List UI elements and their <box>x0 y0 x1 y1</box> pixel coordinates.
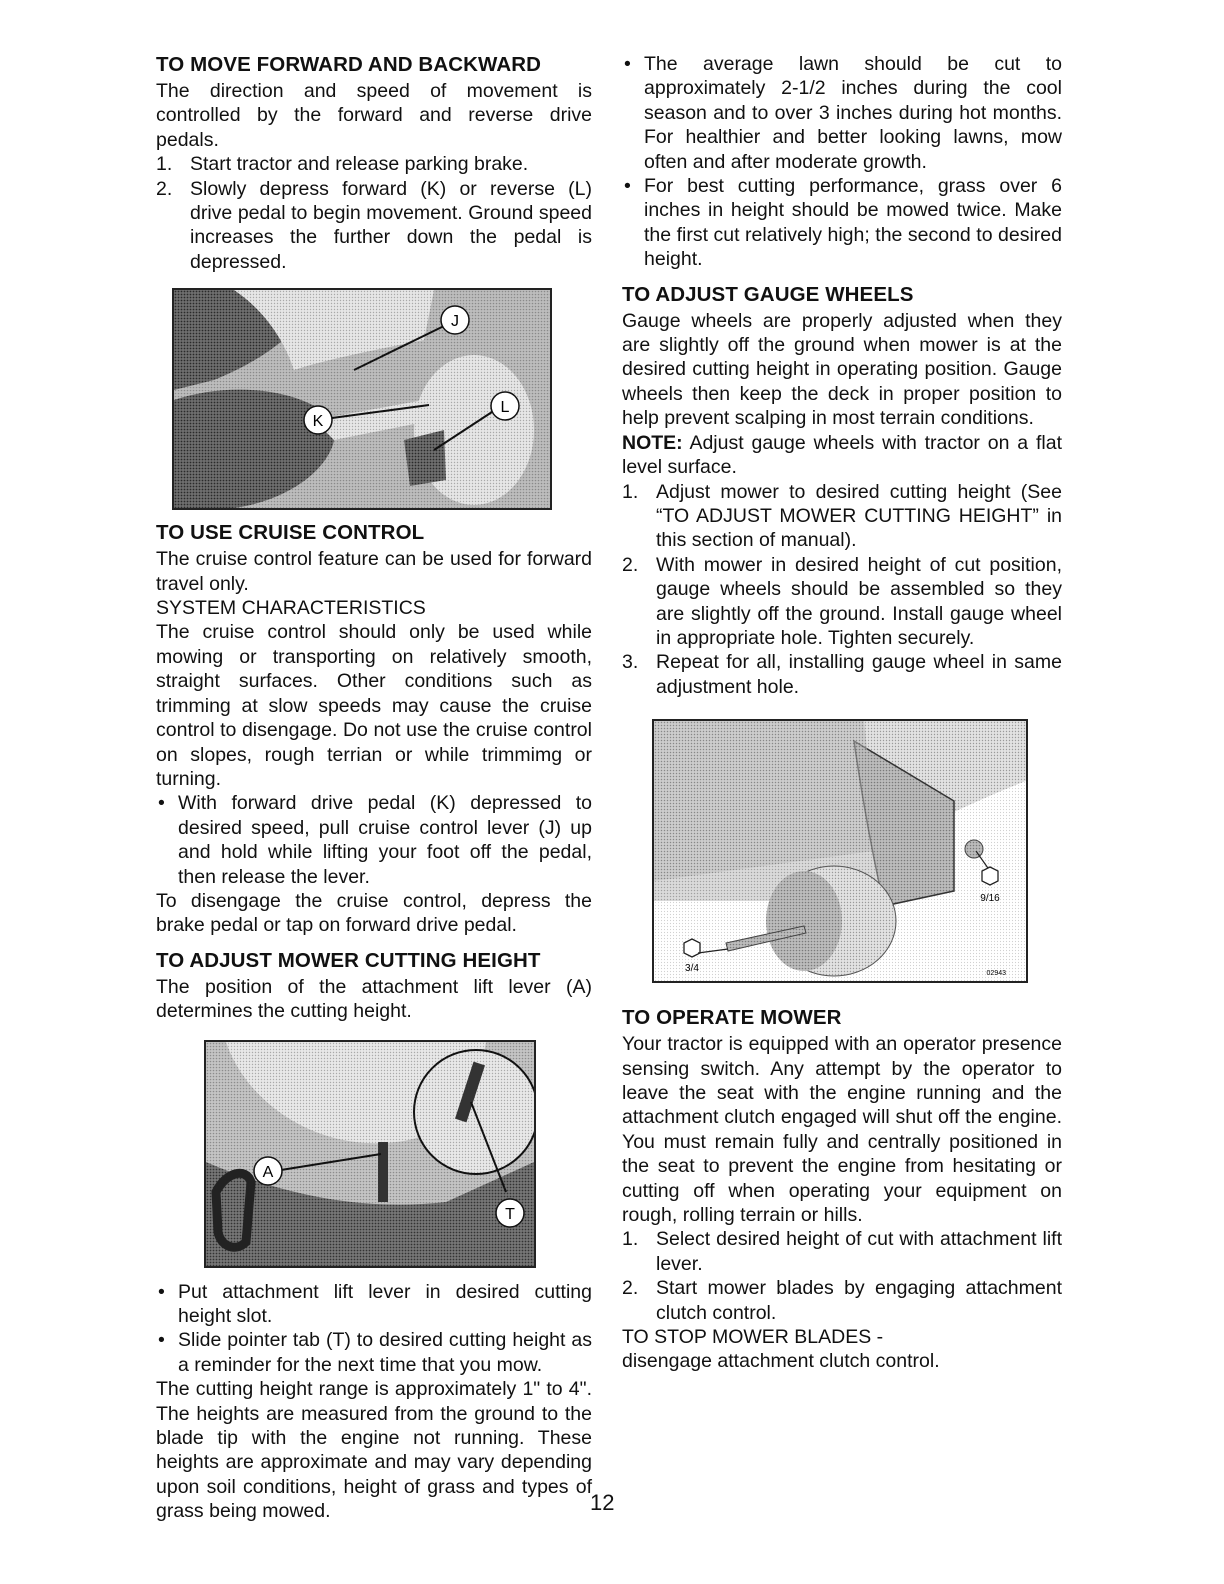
mowing-tips <box>622 52 1062 272</box>
note-text: Adjust gauge wheels with tractor on a flat level surface. <box>622 431 1062 479</box>
bullet-dot: • <box>624 175 631 198</box>
bullet-text: For best cutting performance, grass over 6 inches in height should be mowed twice. Make the first cut relatively high; the second to desired height. <box>644 175 1062 271</box>
cruise-subheading: SYSTEM CHARACTERISTICS <box>156 597 426 620</box>
lift-lever-figure <box>204 1040 536 1268</box>
step-number: 1. <box>156 153 173 176</box>
height-intro: The position of the attachment lift lever (A) determines the cutting height. <box>156 975 592 1023</box>
move-step-2 <box>156 177 592 275</box>
gauge-wheel-illustration <box>654 721 1026 981</box>
move-step-1 <box>156 152 592 176</box>
label-l: L <box>500 399 510 417</box>
cruise-disengage: To disengage the cruise control, depress the brake pedal or tap on forward drive pedal. <box>156 889 592 937</box>
move-heading: TO MOVE FORWARD AND BACKWARD <box>156 53 542 76</box>
wrench-size-3-4: 3/4 <box>685 963 699 975</box>
gauge-heading: TO ADJUST GAUGE WHEELS <box>622 282 914 306</box>
operate-intro: Your tractor is equipped with an operator presence sensing switch. Any attempt by the operator to leave the seat with the engine running and the attachment clutch engaged will shut off the engine. You must remain fully and centrally positioned in the seat to prevent the engine from hesitating or cutting off when operating your equipment on rough, rolling terrain or hills. <box>622 1033 1062 1226</box>
tip-1 <box>622 52 1062 174</box>
bullet-dot: • <box>158 792 165 815</box>
operate-step-1 <box>622 1227 1062 1276</box>
step-number: 1. <box>622 1228 639 1251</box>
lift-lever-illustration <box>206 1042 534 1266</box>
gauge-step-3 <box>622 650 1062 699</box>
step-number: 1. <box>622 480 639 503</box>
operate-steps <box>622 1227 1062 1325</box>
cruise-body: The cruise control should only be used while mowing or transporting on relatively smooth, straight surfaces. Other conditions such as trimming at slow speeds may cause the cruise control to disengage. Do not use the cruise control on slopes, rough terrian or while trimmimg or turning. <box>156 621 592 790</box>
operate-step-2 <box>622 1276 1062 1325</box>
label-a: A <box>262 1163 274 1181</box>
figure-code: 02943 <box>986 970 1006 978</box>
bullet-dot: • <box>158 1329 165 1352</box>
move-intro: The direction and speed of movement is controlled by the forward and reverse drive pedals. <box>156 80 592 151</box>
bullet-text: Slide pointer tab (T) to desired cutting height as a reminder for the next time that you mow. <box>178 1329 592 1376</box>
gauge-note <box>622 431 1062 480</box>
step-text: Start tractor and release parking brake. <box>190 153 529 176</box>
step-text: Adjust mower to desired cutting height (See “TO ADJUST MOWER CUTTING HEIGHT” in this section of manual). <box>656 480 1062 552</box>
page-number: 12 <box>590 1490 615 1515</box>
height-heading: TO ADJUST MOWER CUTTING HEIGHT <box>156 948 541 972</box>
step-text: With mower in desired height of cut position, gauge wheels should be assembled so they are slightly off the ground. Install gauge wheel in appropriate hole. Tighten securely. <box>656 553 1062 649</box>
step-text: Start mower blades by engaging attachment clutch control. <box>656 1277 1062 1324</box>
gauge-step-1 <box>622 480 1062 553</box>
height-bullet-1 <box>156 1280 592 1329</box>
stop-text: disengage attachment clutch control. <box>622 1350 940 1373</box>
cruise-intro: The cruise control feature can be used for forward travel only. <box>156 548 592 595</box>
step-text: Slowly depress forward (K) or reverse (L) drive pedal to begin movement. Ground speed increases the further down the pedal is depressed. <box>190 177 592 273</box>
height-range: The cutting height range is approximately 1" to 4". The heights are measured from the ground to the blade tip with the engine not running. These heights are approximate and may vary depending upon soil conditions, height of grass and types of grass being mowed. <box>156 1378 592 1523</box>
cruise-heading: TO USE CRUISE CONTROL <box>156 521 425 545</box>
bullet-dot: • <box>624 53 631 75</box>
label-j: J <box>451 313 459 331</box>
right-column <box>622 52 1062 1374</box>
tip-2 <box>622 174 1062 272</box>
step-text: Select desired height of cut with attachment lift lever. <box>656 1228 1062 1275</box>
operate-heading: TO OPERATE MOWER <box>622 1006 842 1030</box>
gauge-wheel-figure <box>652 719 1028 983</box>
gauge-step-2 <box>622 553 1062 651</box>
cruise-bullet <box>156 791 592 889</box>
step-number: 3. <box>622 651 639 674</box>
drive-pedals-illustration <box>174 290 550 508</box>
bullet-text: With forward drive pedal (K) depressed to desired speed, pull cruise control lever (J) up and hold while lifting your foot off the pedal, then release the lever. <box>178 792 592 888</box>
left-column <box>156 52 592 1524</box>
bullet-dot: • <box>158 1280 165 1303</box>
gauge-intro: Gauge wheels are properly adjusted when they are slightly off the ground when mower is at the desired cutting height in operating position. Gauge wheels then keep the deck in proper position to help prevent scalping in most terrain conditions. <box>622 309 1062 430</box>
move-steps <box>156 152 592 274</box>
wrench-size-9-16: 9/16 <box>980 893 1000 905</box>
step-text: Repeat for all, installing gauge wheel in same adjustment hole. <box>656 651 1062 698</box>
step-number: 2. <box>622 553 639 576</box>
label-k: K <box>312 413 324 431</box>
step-number: 2. <box>622 1277 639 1300</box>
step-number: 2. <box>156 177 173 200</box>
bullet-text: The average lawn should be cut to approximately 2-1/2 inches during the cool season and to over 3 inches during hot months. For healthier and better looking lawns, mow often and after moderate growth. <box>644 53 1062 173</box>
label-t: T <box>505 1205 515 1223</box>
cruise-bullets <box>156 791 592 889</box>
gauge-steps <box>622 480 1062 700</box>
bullet-text: Put attachment lift lever in desired cutting height slot. <box>178 1280 592 1327</box>
note-label: NOTE: <box>622 431 683 454</box>
height-bullets <box>156 1280 592 1378</box>
drive-pedals-figure <box>172 288 552 510</box>
height-bullet-2 <box>156 1328 592 1377</box>
stop-heading: TO STOP MOWER BLADES - <box>622 1326 884 1349</box>
